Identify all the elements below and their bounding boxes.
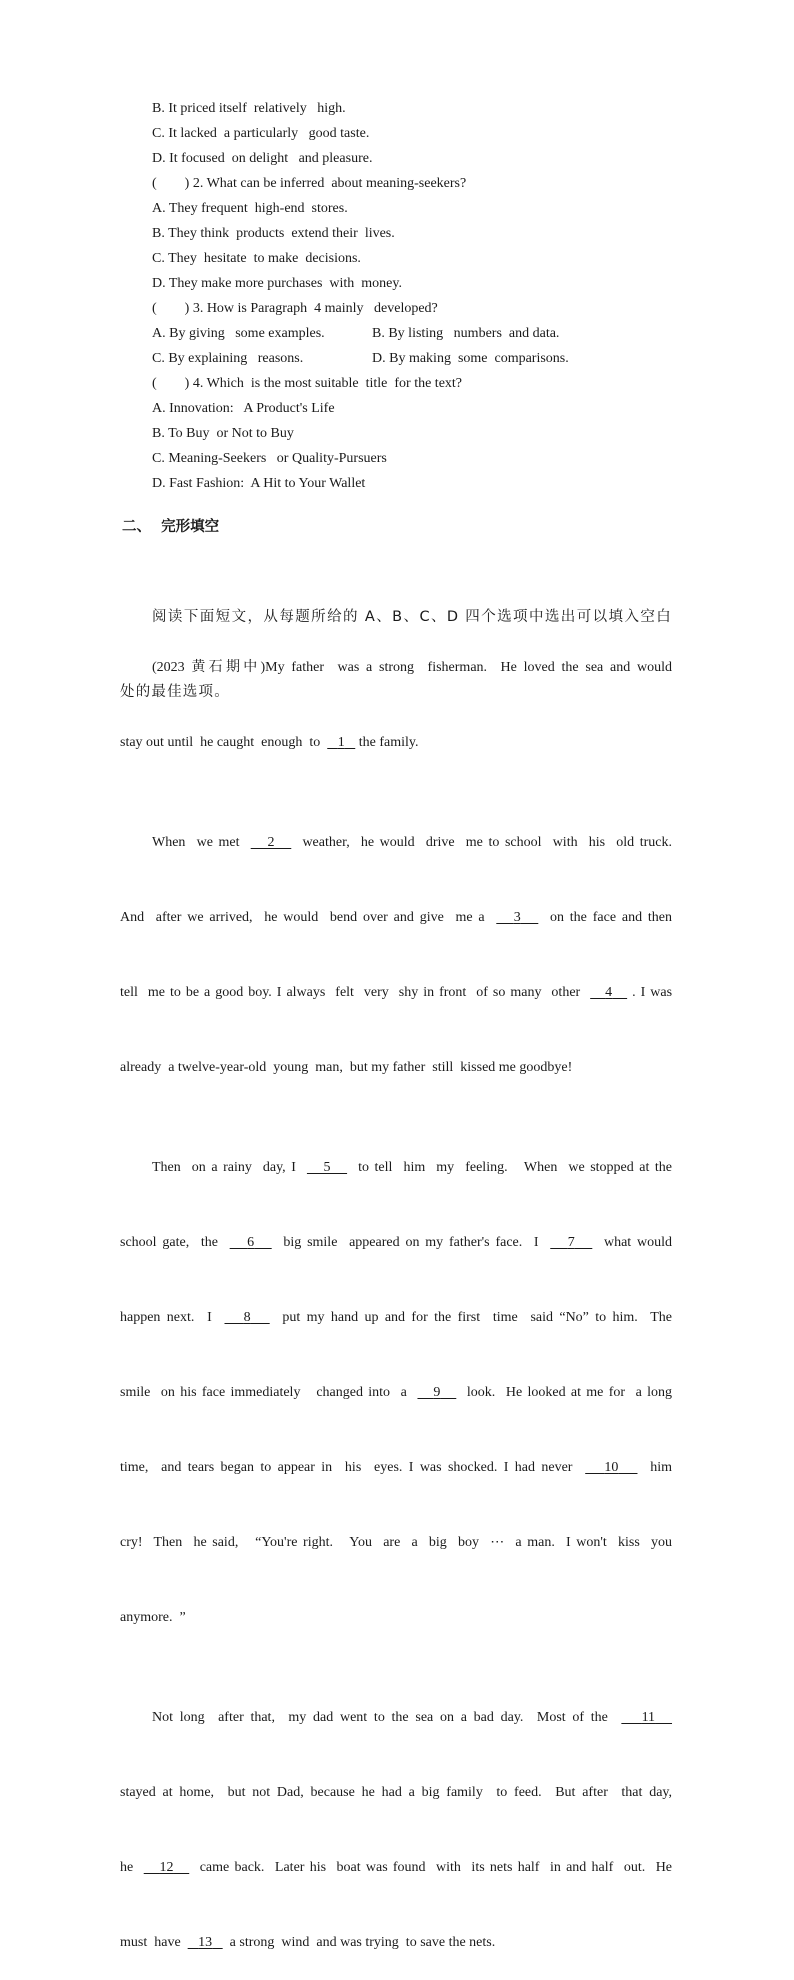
- blank-number: 1: [337, 735, 345, 750]
- passage-text: stay out until he caught enough to: [120, 735, 328, 750]
- passage-text: a strong wind and was trying to save the nets.: [222, 1935, 496, 1950]
- passage-text: on the face and then: [538, 910, 673, 925]
- passage-line: already a twelve-year-old young man, but my father still kissed me goodbye!: [120, 1060, 573, 1075]
- passage-text: time, and tears began to appear in his eyes. I was shocked. I had never: [120, 1460, 586, 1475]
- passage-text: came back. Later his boat was found with its nets half in and half out. He: [189, 1860, 673, 1875]
- passage-text: look. He looked at me for a long: [456, 1385, 673, 1400]
- blank-13[interactable]: [188, 1935, 223, 1950]
- question-4-stem: ( ) 4. Which is the most suitable title for the text?: [152, 376, 463, 391]
- passage-text: happen next. I: [120, 1310, 225, 1325]
- blank-number: 2: [267, 835, 275, 850]
- cloze-passage: [120, 605, 672, 1980]
- option-q3-c: C. By explaining reasons.: [152, 351, 304, 366]
- blank-4[interactable]: [590, 985, 627, 1000]
- blank-12[interactable]: [144, 1860, 190, 1875]
- passage-line: [120, 980, 672, 1005]
- blank-5[interactable]: [307, 1160, 347, 1175]
- passage-text: he: [120, 1860, 144, 1875]
- passage-text: smile on his face immediately changed into a: [120, 1385, 418, 1400]
- instruction-line-2: 处的最佳选项。: [120, 684, 230, 700]
- passage-text: weather, he would drive me to school with his old truck.: [291, 835, 673, 850]
- blank-number: 4: [605, 985, 613, 1000]
- passage-text: When we met: [152, 835, 251, 850]
- passage-line: [120, 1230, 672, 1255]
- passage-line: cry! Then he said, “You're right. You are a big boy ⋯ a man. I won't kiss you: [120, 1535, 672, 1550]
- passage-text: what would: [592, 1235, 673, 1250]
- option-q2-c: C. They hesitate to make decisions.: [152, 251, 361, 266]
- passage-text: And after we arrived, he would bend over and give me a: [120, 910, 497, 925]
- blank-6[interactable]: [230, 1235, 272, 1250]
- instruction-line-1: 阅读下面短文，从每题所给的 A、B、C、D 四个选项中选出可以填入空白: [152, 609, 672, 625]
- passage-text: Not long after that, my dad went to the sea on a bad day. Most of the: [152, 1710, 622, 1725]
- passage-line: [120, 1455, 672, 1480]
- blank-number: 10: [604, 1460, 619, 1475]
- blank-10[interactable]: [585, 1460, 637, 1475]
- passage-text: him: [637, 1460, 673, 1475]
- blank-2[interactable]: [251, 835, 292, 850]
- option-q2-a: A. They frequent high-end stores.: [152, 201, 348, 216]
- passage-text: must have: [120, 1935, 188, 1950]
- passage-line: anymore. ”: [120, 1610, 186, 1625]
- option-q3-a: A. By giving some examples.: [152, 326, 325, 341]
- passage-line: [120, 1305, 672, 1330]
- option-q3-d: D. By making some comparisons.: [372, 351, 569, 366]
- question-3-stem: ( ) 3. How is Paragraph 4 mainly developed?: [152, 301, 438, 316]
- passage-line: [120, 1155, 672, 1180]
- blank-3[interactable]: [496, 910, 538, 925]
- option-q2-b: B. They think products extend their lives.: [152, 226, 395, 241]
- blank-number: 5: [323, 1160, 331, 1175]
- passage-line: [120, 1705, 672, 1730]
- passage-text: to tell him my feeling. When we stopped at the: [347, 1160, 673, 1175]
- blank-number: 6: [247, 1235, 255, 1250]
- blank-number: 11: [641, 1710, 656, 1725]
- blank-number: 3: [513, 910, 521, 925]
- passage-line: [120, 830, 672, 855]
- option-q3-b: B. By listing numbers and data.: [372, 326, 560, 341]
- blank-1[interactable]: [327, 735, 355, 750]
- blank-7[interactable]: [550, 1235, 592, 1250]
- passage-line: [120, 1855, 672, 1880]
- option-q4-a: A. Innovation: A Product's Life: [152, 401, 335, 416]
- passage-text: big smile appeared on my father's face. I: [271, 1235, 551, 1250]
- passage-line: [120, 1380, 672, 1405]
- option-q4-d: D. Fast Fashion: A Hit to Your Wallet: [152, 476, 366, 491]
- passage-text: Then on a rainy day, I: [152, 1160, 307, 1175]
- passage-line: [120, 1930, 672, 1955]
- option-q1-c: C. It lacked a particularly good taste.: [152, 126, 370, 141]
- passage-line: [120, 905, 672, 930]
- blank-9[interactable]: [417, 1385, 456, 1400]
- passage-line: [120, 655, 672, 680]
- blank-number: 8: [243, 1310, 251, 1325]
- blank-number: 7: [567, 1235, 575, 1250]
- blank-number: 13: [198, 1935, 213, 1950]
- passage-text: tell me to be a good boy. I always felt very shy in front of so many other: [120, 985, 591, 1000]
- passage-line: stayed at home, but not Dad, because he had a big family to feed. But after that day,: [120, 1785, 672, 1800]
- blank-11[interactable]: [621, 1710, 672, 1725]
- option-q4-c: C. Meaning-Seekers or Quality-Pursuers: [152, 451, 387, 466]
- option-q2-d: D. They make more purchases with money.: [152, 276, 402, 291]
- passage-text: put my hand up and for the first time said “No” to him. The: [269, 1310, 673, 1325]
- blank-8[interactable]: [225, 1310, 270, 1325]
- option-q1-d: D. It focused on delight and pleasure.: [152, 151, 373, 166]
- passage-text: school gate, the: [120, 1235, 230, 1250]
- section-heading: 二、 完形填空: [122, 519, 220, 535]
- passage-text: . I was: [627, 985, 673, 1000]
- passage-text: the family.: [355, 735, 419, 750]
- blank-number: 12: [159, 1860, 174, 1875]
- blank-number: 9: [433, 1385, 441, 1400]
- question-2-stem: ( ) 2. What can be inferred about meaning-seekers?: [152, 176, 467, 191]
- passage-text: (2023 黄石期中)My father was a strong fisherman. He loved the sea and would: [152, 660, 672, 675]
- option-q1-b: B. It priced itself relatively high.: [152, 101, 346, 116]
- option-q4-b: B. To Buy or Not to Buy: [152, 426, 294, 441]
- passage-line: [120, 730, 672, 755]
